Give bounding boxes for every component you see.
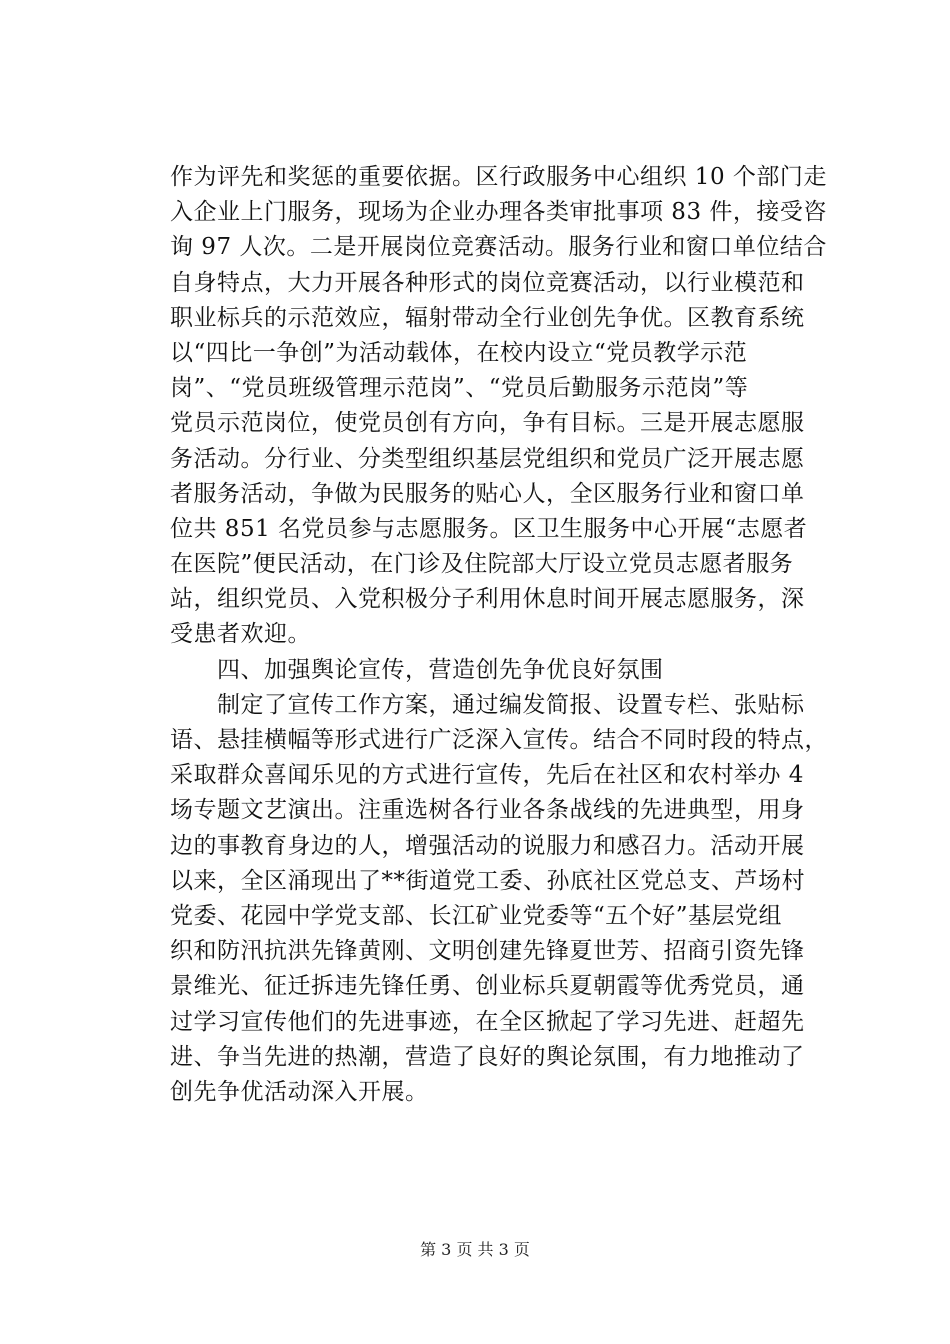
- text-line: 织和防汛抗洪先锋黄刚、文明创建先锋夏世芳、招商引资先锋: [170, 938, 805, 965]
- text-line: 询 97 人次。二是开展岗位竞赛活动。服务行业和窗口单位结合: [170, 234, 827, 261]
- text-line: 位共 851 名党员参与志愿服务。区卫生服务中心开展“志愿者: [170, 515, 808, 542]
- text-line: 在医院”便民活动，在门诊及住院部大厅设立党员志愿者服务: [170, 551, 794, 578]
- text-line: 创先争优活动深入开展。: [170, 1078, 429, 1105]
- text-line: 自身特点，大力开展各种形式的岗位竞赛活动，以行业模范和: [170, 269, 805, 296]
- text-line: 站，组织党员、入党积极分子利用休息时间开展志愿服务，深: [170, 586, 805, 613]
- text-line: 以“四比一争创”为活动载体，在校内设立“党员教学示范: [170, 339, 748, 366]
- text-line: 过学习宣传他们的先进事迹，在全区掀起了学习先进、赶超先: [170, 1008, 805, 1035]
- text-line: 受患者欢迎。: [170, 621, 311, 648]
- text-line: 景维光、征迁拆违先锋任勇、创业标兵夏朝霞等优秀党员，通: [170, 973, 805, 1000]
- text-line: 务活动。分行业、分类型组织基层党组织和党员广泛开展志愿: [170, 445, 805, 472]
- text-line: 作为评先和奖惩的重要依据。区行政服务中心组织 10 个部门走: [170, 164, 827, 190]
- text-line: 党委、花园中学党支部、长江矿业党委等“五个好”基层党组: [170, 902, 783, 929]
- text-line: 制定了宣传工作方案，通过编发简报、设置专栏、张贴标: [170, 691, 805, 718]
- text-line: 边的事教育身边的人，增强活动的说服力和感召力。活动开展: [170, 832, 805, 859]
- text-line: 采取群众喜闻乐见的方式进行宣传，先后在社区和农村举办 4: [170, 762, 804, 789]
- text-line: 者服务活动，争做为民服务的贴心人，全区服务行业和窗口单: [170, 480, 805, 507]
- text-line: 场专题文艺演出。注重选树各行业各条战线的先进典型，用身: [170, 797, 805, 824]
- body-text: [170, 160, 860, 1110]
- text-line: 职业标兵的示范效应，辐射带动全行业创先争优。区教育系统: [170, 304, 805, 331]
- section-heading: 四、加强舆论宣传，营造创先争优良好氛围: [170, 656, 664, 683]
- text-line: 岗”、“党员班级管理示范岗”、“党员后勤服务示范岗”等: [170, 375, 749, 402]
- text-line: 进、争当先进的热潮，营造了良好的舆论氛围，有力地推动了: [170, 1043, 805, 1070]
- text-line: 以来，全区涌现出了**街道党工委、孙底社区党总支、芦场村: [170, 867, 805, 894]
- text-line: 语、悬挂横幅等形式进行广泛深入宣传。结合不同时段的特点，: [170, 727, 828, 753]
- text-line: 党员示范岗位，使党员创有方向，争有目标。三是开展志愿服: [170, 410, 805, 437]
- text-line: 入企业上门服务，现场为企业办理各类审批事项 83 件，接受咨: [170, 199, 827, 226]
- page-footer: 第 3 页 共 3 页: [420, 1240, 530, 1259]
